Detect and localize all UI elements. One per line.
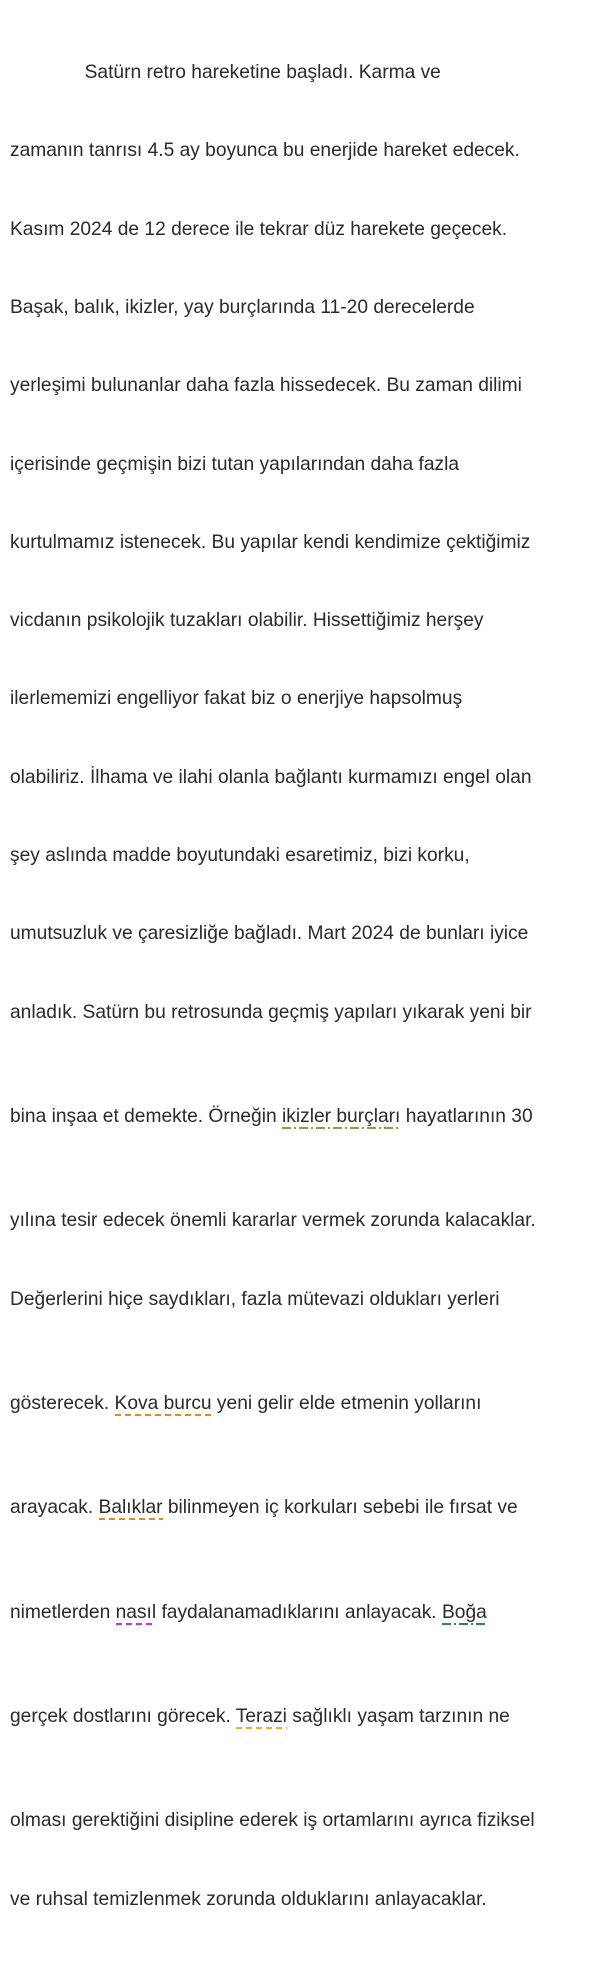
text-line: vicdanın psikolojik tuzakları olabilir. Hissettiğimiz herşey	[10, 610, 484, 632]
text-line	[10, 1600, 595, 1626]
text-segment: sağlıklı yaşam tarzının ne	[286, 1706, 510, 1728]
text-line	[10, 1495, 595, 1521]
text-line: Satürn retro hareketine başladı. Karma ve	[10, 62, 441, 84]
text-line: içerisinde geçmişin bizi tutan yapılarından daha fazla	[10, 453, 460, 475]
text-segment: bilinmeyen iç korkuları sebebi ile fırsat ve	[162, 1497, 518, 1519]
text-segment: gösterecek.	[10, 1392, 115, 1414]
text-line: olması gerektiğini disipline ederek iş ortamlarını ayrıca fiziksel	[10, 1810, 535, 1832]
text-line: yerleşimi bulunanlar daha fazla hissedecek. Bu zaman dilimi	[10, 375, 522, 397]
text-line	[10, 1104, 595, 1130]
highlight-boga: Boğa	[441, 1601, 487, 1623]
highlight-ikizler-burclari: ikizler burçları	[282, 1105, 401, 1127]
document-body	[10, 8, 595, 1965]
text-segment: bina inşaa et demekte. Örneğin	[10, 1105, 282, 1127]
text-line	[10, 1391, 595, 1417]
text-segment: faydalanamadıklarını anlayacak.	[156, 1601, 442, 1623]
text-segment: yeni gelir elde etmenin yollarını	[211, 1392, 482, 1414]
text-line: ve ruhsal temizlenmek zorunda olduklarını anlayacaklar.	[10, 1888, 487, 1910]
text-line: umutsuzluk ve çaresizliğe bağladı. Mart 2024 de bunları iyice	[10, 923, 529, 945]
text-line: şey aslında madde boyutundaki esaretimiz, bizi korku,	[10, 845, 470, 866]
text-segment: nimetlerden	[10, 1601, 116, 1623]
text-line: olabiliriz. İlhama ve ilahi olanla bağlantı kurmamızı engel olan	[10, 766, 532, 788]
highlight-baliklar: Balıklar	[98, 1497, 163, 1519]
text-line: Kasım 2024 de 12 derece ile tekrar düz harekete geçecek.	[10, 218, 508, 240]
text-line: yılına tesir edecek önemli kararlar vermek zorunda kalacaklar.	[10, 1210, 536, 1232]
text-line: Başak, balık, ikizler, yay burçlarında 11-20 derecelerde	[10, 297, 475, 319]
text-line: kurtulmamız istenecek. Bu yapılar kendi kendimize çektiğimiz	[10, 531, 531, 553]
text-line: zamanın tanrısı 4.5 ay boyunca bu enerjide hareket edecek.	[10, 140, 520, 162]
text-line: Değerlerini hiçe saydıkları, fazla mütevazi oldukları yerleri	[10, 1288, 500, 1310]
text-line	[10, 1704, 595, 1730]
text-line: ilerlememizi engelliyor fakat biz o enerjiye hapsolmuş	[10, 688, 463, 710]
highlight-nasil: nasıl	[115, 1601, 157, 1623]
highlight-kova-burcu: Kova burcu	[114, 1392, 212, 1414]
text-segment: arayacak.	[10, 1497, 99, 1519]
text-segment: gerçek dostlarını görecek.	[10, 1706, 236, 1728]
text-line: anladık. Satürn bu retrosunda geçmiş yapıları yıkarak yeni bir	[10, 1001, 532, 1023]
text-segment: hayatlarının 30	[400, 1105, 533, 1127]
highlight-terazi: Terazi	[235, 1706, 287, 1728]
